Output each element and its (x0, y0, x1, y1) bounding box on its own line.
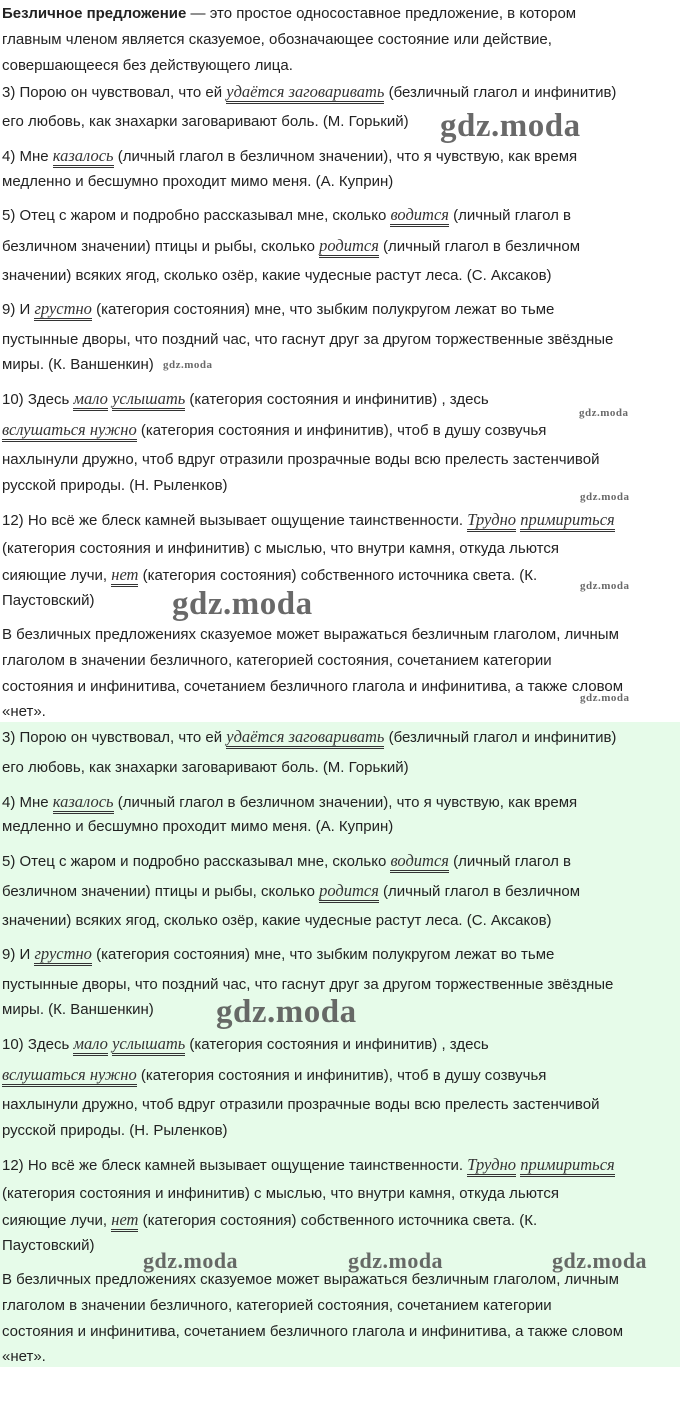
predicate: родится (319, 236, 379, 258)
example-12-line-3: сияющие лучи, нет (категория состояния) собственного источника света. (К. (2, 565, 537, 586)
example-4-line-1: 4) Мне казалось (личный глагол в безличном значении), что я чувствую, как время (2, 146, 577, 167)
example-12-line-4: Паустовский) (2, 592, 95, 609)
predicate: родится (319, 881, 379, 903)
example-12-line-1: 12) Но всё же блеск камней вызывает ощущение таинственности. Трудно примириться (2, 510, 615, 531)
predicate: грустно (34, 299, 91, 321)
example-12-line-1: 12) Но всё же блеск камней вызывает ощущение таинственности. Трудно примириться (2, 1155, 615, 1176)
example-9-line-2: пустынные дворы, что поздний час, что гаснут друг за другом торжественные звёздные (2, 976, 614, 993)
conclusion-line-4: «нет». (2, 703, 46, 720)
answer-section-2 (0, 722, 680, 1367)
example-10-line-1: 10) Здесь мало услышать (категория состояния и инфинитив) , здесь (2, 1034, 489, 1055)
example-5-line-1: 5) Отец с жаром и подробно рассказывал мне, сколько водится (личный глагол в (2, 205, 571, 226)
definition-line-1: Безличное предложение — это простое односоставное предложение, в котором (2, 5, 577, 22)
predicate: Трудно (467, 1155, 516, 1177)
example-10-line-2: вслушаться нужно (категория состояния и инфинитив), чтоб в душу созвучья (2, 420, 546, 441)
example-3-line-1: 3) Порою он чувствовал, что ей удаётся заговаривать (безличный глагол и инфинитив) (2, 82, 616, 103)
example-10-line-2: вслушаться нужно (категория состояния и инфинитив), чтоб в душу созвучья (2, 1065, 546, 1086)
example-5-line-2: безличном значении) птицы и рыбы, сколько родится (личный глагол в безличном (2, 236, 580, 257)
predicate: примириться (520, 510, 614, 532)
example-5-line-1: 5) Отец с жаром и подробно рассказывал мне, сколько водится (личный глагол в (2, 851, 571, 872)
watermark: gdz.moda (348, 1248, 444, 1273)
watermark: gdz.moda (440, 108, 581, 144)
predicate: водится (390, 205, 448, 227)
definition-line-2: главным членом является сказуемое, обозначающее состояние или действие, (2, 31, 552, 48)
example-3-line-1: 3) Порою он чувствовал, что ей удаётся заговаривать (безличный глагол и инфинитив) (2, 727, 616, 748)
conclusion-line-3: состояния и инфинитива, сочетанием безличного глагола и инфинитива, а также словом (2, 1323, 624, 1340)
conclusion-line-1: В безличных предложениях сказуемое может выражаться безличным глаголом, личным (2, 1271, 619, 1288)
example-4-line-1: 4) Мне казалось (личный глагол в безличном значении), что я чувствую, как время (2, 792, 577, 813)
watermark: gdz.moda (579, 407, 629, 419)
conclusion-line-2: глаголом в значении безличного, категорией состояния, сочетанием категории (2, 652, 552, 669)
predicate: водится (390, 851, 448, 873)
predicate: мало (73, 1034, 107, 1056)
watermark: gdz.moda (216, 994, 357, 1030)
example-5-line-2: безличном значении) птицы и рыбы, сколько родится (личный глагол в безличном (2, 881, 580, 902)
example-3-line-2: его любовь, как знахарки заговаривают боль. (М. Горький) (2, 759, 409, 776)
example-10-line-4: русской природы. (Н. Рыленков) (2, 1122, 228, 1139)
conclusion-line-3: состояния и инфинитива, сочетанием безличного глагола и инфинитива, а также словом (2, 678, 624, 695)
example-9-line-1: 9) И грустно (категория состояния) мне, что зыбким полукругом лежат во тьме (2, 299, 554, 320)
predicate: удаётся заговаривать (226, 727, 384, 749)
definition-line-3: совершающееся без действующего лица. (2, 57, 293, 74)
example-12-line-4: Паустовский) (2, 1237, 95, 1254)
example-9-line-3: миры. (К. Ваншенкин) (2, 1001, 154, 1018)
predicate: услышать (112, 1034, 185, 1056)
example-12-line-3: сияющие лучи, нет (категория состояния) собственного источника света. (К. (2, 1210, 537, 1231)
watermark: gdz.moda (552, 1248, 648, 1273)
example-10-line-3: нахлынули дружно, чтоб вдруг отразили прозрачные воды всю прелесть застенчивой (2, 451, 600, 468)
predicate: удаётся заговаривать (226, 82, 384, 104)
predicate: услышать (112, 389, 185, 411)
watermark: gdz.moda (163, 359, 213, 371)
example-5-line-3: значении) всяких ягод, сколько озёр, какие чудесные растут леса. (С. Аксаков) (2, 912, 552, 929)
example-5-line-3: значении) всяких ягод, сколько озёр, какие чудесные растут леса. (С. Аксаков) (2, 267, 552, 284)
predicate: Трудно (467, 510, 516, 532)
example-12-line-2: (категория состояния и инфинитив) с мыслью, что внутри камня, откуда льются (2, 1185, 559, 1202)
definition-term: Безличное предложение (2, 5, 187, 22)
predicate: вслушаться нужно (2, 1065, 137, 1087)
example-10-line-1: 10) Здесь мало услышать (категория состояния и инфинитив) , здесь (2, 389, 489, 410)
watermark: gdz.moda (143, 1248, 239, 1273)
watermark: gdz.moda (172, 586, 313, 622)
example-10-line-4: русской природы. (Н. Рыленков) (2, 477, 228, 494)
conclusion-line-1: В безличных предложениях сказуемое может выражаться безличным глаголом, личным (2, 626, 619, 643)
conclusion-line-2: глаголом в значении безличного, категорией состояния, сочетанием категории (2, 1297, 552, 1314)
predicate: примириться (520, 1155, 614, 1177)
example-9-line-1: 9) И грустно (категория состояния) мне, что зыбким полукругом лежат во тьме (2, 944, 554, 965)
predicate: нет (111, 1210, 138, 1232)
example-10-line-3: нахлынули дружно, чтоб вдруг отразили прозрачные воды всю прелесть застенчивой (2, 1096, 600, 1113)
predicate: казалось (53, 792, 114, 814)
example-9-line-3: миры. (К. Ваншенкин) (2, 356, 154, 373)
predicate: мало (73, 389, 107, 411)
conclusion-line-4: «нет». (2, 1348, 46, 1365)
predicate: грустно (34, 944, 91, 966)
watermark: gdz.moda (580, 692, 630, 704)
example-3-line-2: его любовь, как знахарки заговаривают боль. (М. Горький) (2, 113, 409, 130)
example-4-line-2: медленно и бесшумно проходит мимо меня. (А. Куприн) (2, 173, 394, 190)
example-12-line-2: (категория состояния и инфинитив) с мыслью, что внутри камня, откуда льются (2, 540, 559, 557)
predicate: казалось (53, 146, 114, 168)
example-4-line-2: медленно и бесшумно проходит мимо меня. (А. Куприн) (2, 818, 394, 835)
watermark: gdz.moda (580, 491, 630, 503)
predicate: вслушаться нужно (2, 420, 137, 442)
example-9-line-2: пустынные дворы, что поздний час, что гаснут друг за другом торжественные звёздные (2, 331, 614, 348)
watermark: gdz.moda (580, 580, 630, 592)
predicate: нет (111, 565, 138, 587)
